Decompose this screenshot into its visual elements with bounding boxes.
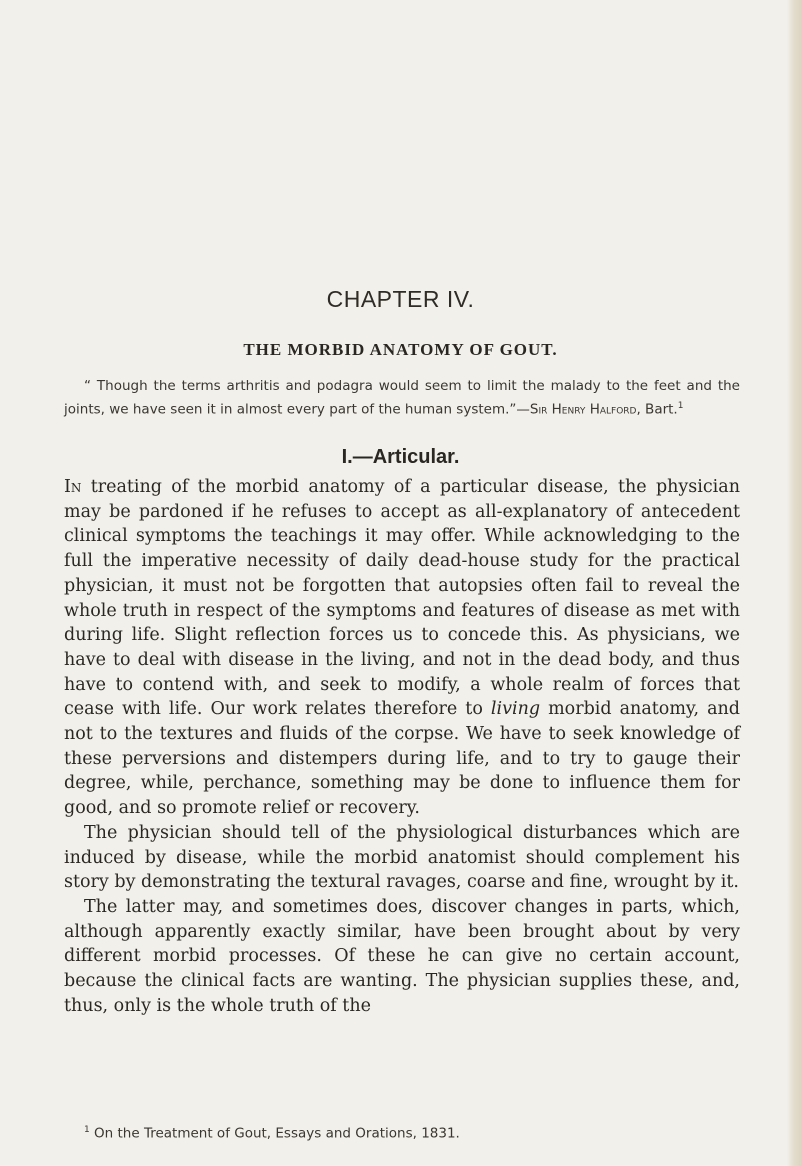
paragraph-text: treating of the morbid anatomy of a particular disease, the physician may be pardoned if he refuses to accept as all-explanatory of antecedent clinical symptoms the teachings it may offer. While acknowledging to the full the imperative necessity of daily dead-house study for the practical physician, it must not be forgotten that autopsies often fail to reveal the whole truth in respect of the symptoms and features of disease as met with during life. Slight reflection forces us to concede this. As physicians, we have to deal with disease in the living, and not in the dead body, and thus have to contend with, and seek to modify, a whole realm of forces that cease with life. Our work relates therefore to (64, 477, 740, 720)
drop-word: In (64, 477, 82, 497)
page-edge-shadow (787, 0, 801, 1166)
emphasis-word: living (490, 699, 541, 720)
footnote-mark: 1 (84, 1125, 90, 1135)
footnote-text: On the Treatment of Gout, Essays and Orations, 1831. (94, 1125, 460, 1142)
epigraph-text: “ Though the terms arthritis and podagra would seem to limit the malady to the feet and the joints, we have seen it in almost every part of the human system.”— (64, 378, 740, 417)
footnote (84, 1125, 734, 1142)
paragraph-text: morbid anatomy, and not to the textures and fluids of the corpse. We have to seek knowledge of these perversions and distempers during life, and to try to gauge their degree, while, perchance, something may be done to influence them for good, and so promote relief or recovery. (64, 699, 740, 819)
chapter-heading: CHAPTER IV. (326, 286, 475, 312)
paragraph (64, 475, 740, 821)
paragraph: The physician should tell of the physiological disturbances which are induced by disease, while the morbid anatomist should complement his story by demonstrating the textural ravages, coarse and fine, wrought by it. (64, 822, 740, 893)
section-heading: I.—Articular. (341, 446, 460, 468)
epigraph (64, 377, 740, 420)
paragraph: The latter may, and sometimes does, discover changes in parts, which, although apparently exactly similar, have been brought about by very different morbid processes. Of these he can give no certain account, because the clinical facts are wanting. The physician supplies these, and, thus, only is the whole truth of the (64, 896, 740, 1016)
epigraph-suffix: , Bart. (636, 401, 678, 417)
epigraph-author: Sir Henry Halford (529, 401, 637, 417)
footnote-reference: 1 (677, 400, 684, 411)
body-text (64, 475, 740, 1018)
chapter-title: THE MORBID ANATOMY OF GOUT. (243, 340, 558, 359)
